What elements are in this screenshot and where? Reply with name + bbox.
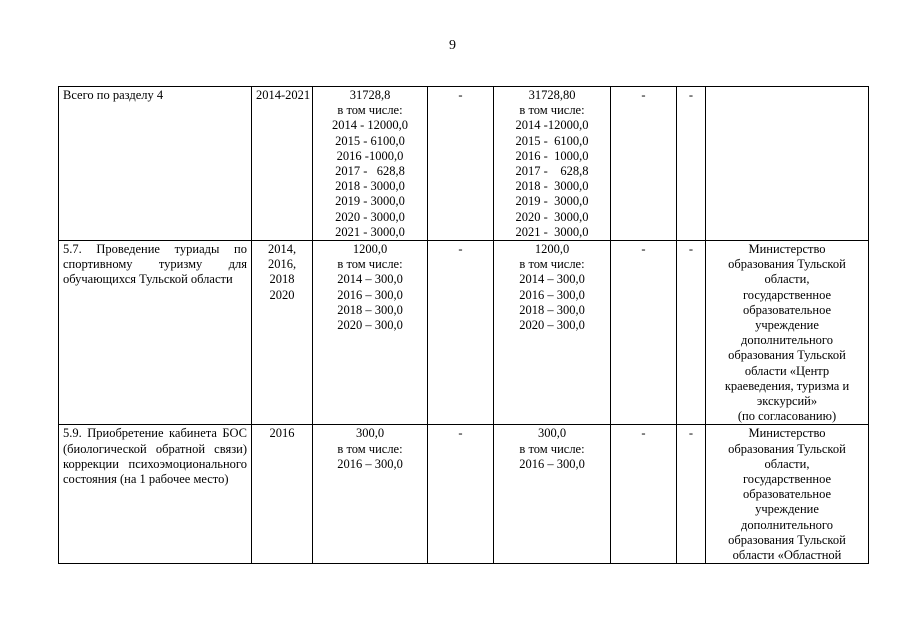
cell-line: Министерство — [748, 242, 826, 257]
cell-line: образования Тульской — [728, 257, 846, 272]
cell-line: образования Тульской — [728, 348, 846, 363]
row-years — [252, 87, 313, 241]
budget-table — [58, 86, 869, 564]
cell-line: образовательное — [742, 487, 832, 502]
cell-line: Министерство — [748, 426, 826, 441]
row-regional-funding — [494, 241, 611, 425]
page-number: 9 — [449, 38, 456, 53]
row-name: 5.9. Приобретение кабинета БОС (биологической обратной связи) коррекции психоэмоционального состояния (на 1 рабочее место) — [59, 425, 252, 564]
table-row — [59, 241, 869, 425]
row-years — [252, 241, 313, 425]
cell-line: 2015 - 6100,0 — [515, 133, 589, 148]
cell-line: дополнительного — [741, 333, 833, 348]
cell-line: 2017 - 628,8 — [335, 164, 405, 179]
cell-line: в том числе: — [519, 103, 585, 118]
cell-line: экскурсий» — [756, 394, 818, 409]
cell-line: 2016 – 300,0 — [519, 456, 585, 471]
row-federal-funding: - — [428, 241, 494, 425]
cell-line: государственное — [742, 287, 832, 302]
cell-line: 2020 – 300,0 — [519, 318, 585, 333]
cell-line: 2020 - 3000,0 — [515, 209, 589, 224]
cell-line: области, — [764, 272, 810, 287]
cell-line: 31728,80 — [528, 88, 576, 102]
cell-line: 2016 – 300,0 — [519, 287, 585, 302]
cell-line: 2018 – 300,0 — [337, 302, 403, 317]
row-local-funding: - — [611, 425, 677, 564]
cell-line: области «Центр — [744, 363, 830, 378]
cell-line: дополнительного — [741, 517, 833, 532]
cell-line: 2016 — [269, 426, 295, 441]
row-executor — [706, 87, 869, 241]
cell-line: образовательное — [742, 302, 832, 317]
cell-line: 1200,0 — [352, 242, 388, 257]
cell-line: 2020 — [269, 287, 295, 302]
cell-line: 2016 - 1000,0 — [515, 148, 589, 163]
cell-line: в том числе: — [519, 257, 585, 272]
cell-line: 1200,0 — [534, 242, 570, 257]
cell-line: области, — [764, 456, 810, 471]
row-name: Всего по разделу 4 — [59, 87, 252, 241]
cell-line: 2019 - 3000,0 — [335, 194, 405, 209]
row-executor — [706, 425, 869, 564]
row-local-funding: - — [611, 241, 677, 425]
cell-line: 2016 – 300,0 — [337, 287, 403, 302]
cell-line: 2017 - 628,8 — [515, 164, 589, 179]
cell-line: 2014, — [267, 242, 297, 257]
row-regional-funding — [494, 87, 611, 241]
cell-line: области «Областной — [732, 548, 842, 563]
row-total-funding — [313, 241, 428, 425]
cell-line: 2014 - 12000,0 — [331, 118, 409, 133]
cell-line: 31728,8 — [349, 88, 391, 102]
table-row — [59, 87, 869, 241]
cell-line: 2016, — [267, 257, 297, 272]
cell-line: 2021 - 3000,0 — [335, 224, 405, 239]
row-regional-funding — [494, 425, 611, 564]
row-local-funding: - — [611, 87, 677, 241]
cell-line: 2014 – 300,0 — [337, 272, 403, 287]
cell-line: в том числе: — [519, 441, 585, 456]
cell-line: 2015 - 6100,0 — [335, 133, 405, 148]
cell-line: 2014 -12000,0 — [515, 118, 589, 133]
cell-line: (по согласованию) — [737, 409, 837, 424]
row-name: 5.7. Проведение туриады по спортивному туризму для обучающихся Тульской области — [59, 241, 252, 425]
row-extra-funding: - — [677, 241, 706, 425]
cell-line: 2014 – 300,0 — [519, 272, 585, 287]
cell-line: 2018 - 3000,0 — [515, 179, 589, 194]
row-extra-funding: - — [677, 87, 706, 241]
cell-line: 2014-2021 — [256, 88, 311, 102]
cell-line: 2016 – 300,0 — [337, 456, 403, 471]
cell-line: 2020 - 3000,0 — [335, 209, 405, 224]
row-executor — [706, 241, 869, 425]
cell-line: 2018 – 300,0 — [519, 302, 585, 317]
cell-line: учреждение — [755, 318, 819, 333]
cell-line: 300,0 — [355, 426, 385, 441]
cell-line: образования Тульской — [728, 441, 846, 456]
cell-line: в том числе: — [337, 441, 403, 456]
cell-line: 2021 - 3000,0 — [515, 224, 589, 239]
cell-line: учреждение — [755, 502, 819, 517]
cell-line: 2019 - 3000,0 — [515, 194, 589, 209]
cell-line: 2020 – 300,0 — [337, 318, 403, 333]
cell-line: образования Тульской — [728, 532, 846, 547]
cell-line: 2018 - 3000,0 — [335, 179, 405, 194]
row-extra-funding: - — [677, 425, 706, 564]
row-federal-funding: - — [428, 87, 494, 241]
cell-line: 2016 -1000,0 — [336, 148, 404, 163]
row-years — [252, 425, 313, 564]
cell-line: краеведения, туризма и — [724, 378, 850, 393]
cell-line: 2018 — [269, 272, 295, 287]
cell-line: в том числе: — [337, 103, 403, 118]
row-federal-funding: - — [428, 425, 494, 564]
table-row — [59, 425, 869, 564]
cell-line: государственное — [742, 472, 832, 487]
row-total-funding — [313, 87, 428, 241]
cell-line: в том числе: — [337, 257, 403, 272]
cell-line: 300,0 — [537, 426, 567, 441]
row-total-funding — [313, 425, 428, 564]
